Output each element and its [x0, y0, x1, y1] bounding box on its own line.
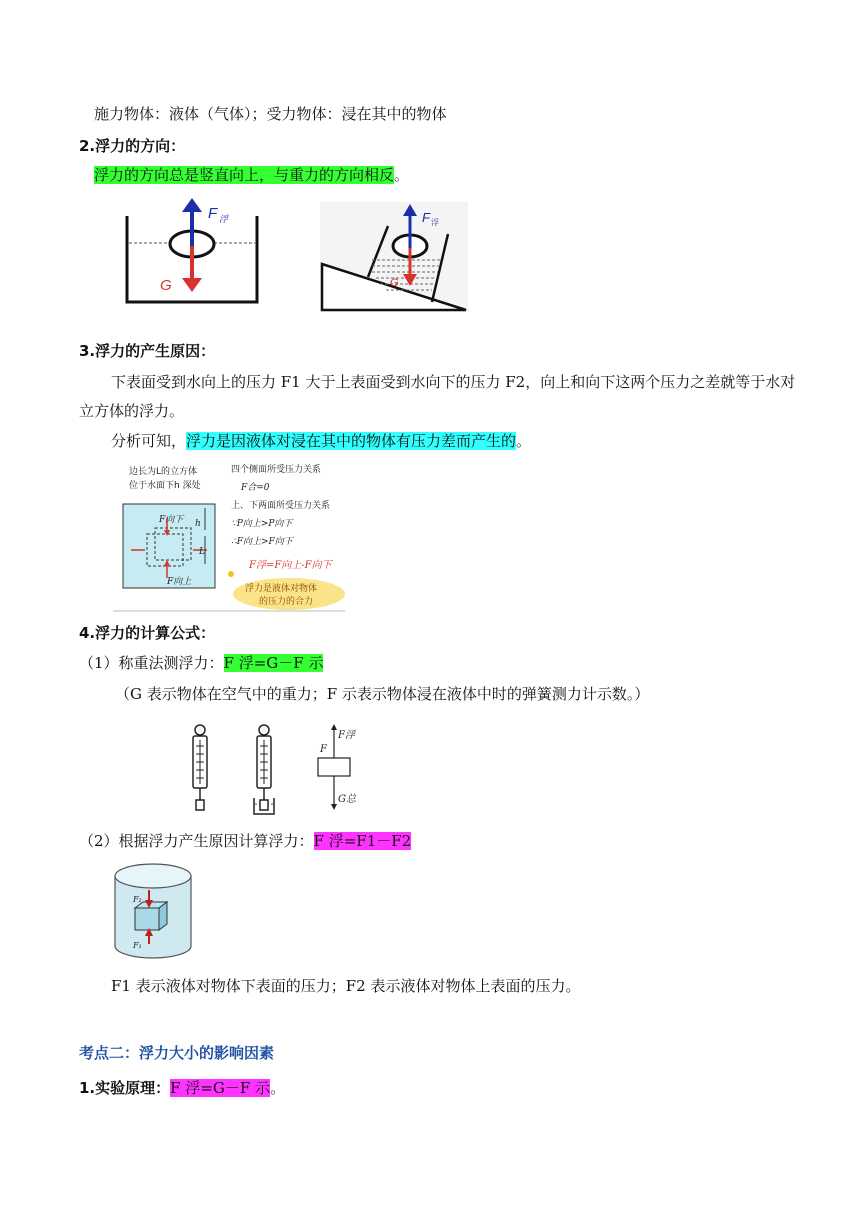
figure-beaker-buoyancy [122, 198, 262, 310]
heading-buoyancy-formula: 4.浮力的计算公式： [79, 624, 216, 642]
svg-text:G总: G总 [338, 794, 356, 805]
paragraph-direction: 浮力的方向总是竖直向上，与重力的方向相反。 [94, 166, 410, 184]
section-title-factors: 考点二：浮力大小的影响因素 [79, 1044, 275, 1062]
paragraph-cause-line1: 下表面受到水向上的压力 F1 大于上表面受到水向下的压力 F2，向上和向下这两个压力之差就等于水对 [111, 373, 796, 391]
fig2-f-label: F [422, 210, 430, 225]
fig2-g-label: G [390, 277, 399, 289]
svg-text:上、下两面所受压力关系: 上、下两面所受压力关系 [231, 501, 331, 511]
figure-cylinder-cube [111, 862, 195, 960]
paragraph-f1-f2-explain: F1 表示液体对物体下表面的压力；F2 表示液体对物体上表面的压力。 [111, 977, 581, 995]
svg-text:浮: 浮 [219, 215, 229, 225]
heading-buoyancy-cause: 3.浮力的产生原因： [79, 342, 216, 360]
svg-text:∵P向上>P向下: ∵P向上>P向下 [231, 519, 293, 529]
highlight-direction: 浮力的方向总是竖直向上，与重力的方向相反 [94, 166, 395, 184]
svg-text:F浮: F浮 [338, 730, 355, 741]
paragraph-cause-analysis: 分析可知，浮力是因液体对浸在其中的物体有压力差而产生的。 [111, 432, 532, 450]
figure-spring-scales [186, 720, 356, 822]
svg-text:∴F向上>F向下: ∴F向上>F向下 [231, 537, 293, 547]
paragraph-weighing-method: （1）称重法测浮力：F 浮=G－F 示 [79, 654, 324, 672]
highlight-weighing-formula: F 浮=G－F 示 [223, 654, 324, 672]
svg-text:位于水面下h 深处: 位于水面下h 深处 [129, 481, 201, 491]
svg-text:F₂: F₂ [133, 895, 142, 904]
svg-text:F合=0: F合=0 [241, 483, 270, 493]
svg-text:边长为L的立方体: 边长为L的立方体 [129, 467, 198, 477]
highlight-pressure-formula: F 浮=F1－F2 [313, 832, 412, 850]
svg-text:四个侧面所受压力关系: 四个侧面所受压力关系 [231, 465, 322, 475]
svg-text:浮力是液体对物体: 浮力是液体对物体 [245, 584, 318, 594]
svg-text:F向上: F向上 [167, 577, 192, 587]
highlight-cause: 浮力是因液体对浸在其中的物体有压力差而产生的 [186, 432, 517, 450]
svg-text:F₁: F₁ [133, 941, 142, 950]
svg-text:F向下: F向下 [159, 515, 184, 525]
svg-text:的压力的合力: 的压力的合力 [259, 597, 314, 607]
svg-text:F: F [320, 744, 327, 755]
paragraph-pressure-method: （2）根据浮力产生原因计算浮力：F 浮=F1－F2 [79, 832, 412, 850]
paragraph-force-objects: 施力物体：液体（气体）；受力物体：浸在其中的物体 [94, 105, 447, 123]
heading-experiment-principle: 1.实验原理：F 浮=G－F 示。 [79, 1079, 286, 1097]
paragraph-weighing-note: （G 表示物体在空气中的重力；F 示表示物体浸在液体中时的弹簧测力计示数。） [115, 685, 650, 703]
fig1-g-label: G [160, 277, 172, 294]
svg-text:h: h [195, 519, 201, 529]
figure-cube-pressure [113, 460, 345, 612]
paragraph-cause-line2: 立方体的浮力。 [79, 402, 185, 420]
fig1-f-label: F [208, 205, 218, 222]
heading-buoyancy-direction: 2.浮力的方向： [79, 137, 186, 155]
figure-incline-buoyancy [320, 202, 468, 312]
svg-text:浮: 浮 [431, 218, 439, 227]
highlight-principle-formula: F 浮=G－F 示 [170, 1079, 271, 1097]
svg-text:L: L [199, 547, 205, 557]
svg-text:F浮=F向上-F向下: F浮=F向上-F向下 [249, 560, 332, 571]
